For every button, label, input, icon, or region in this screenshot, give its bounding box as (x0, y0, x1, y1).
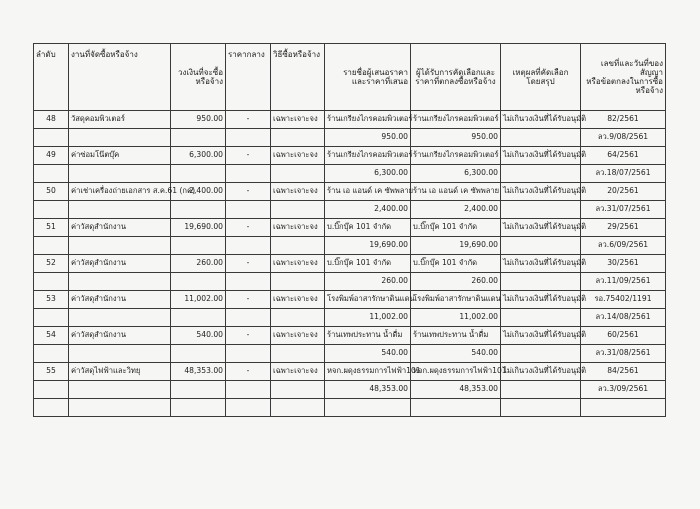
row-winner: ร้าน เอ แอนด์ เค ซัพพลาย (411, 183, 501, 201)
row-contract-date: ลว.18/07/2561 (581, 165, 666, 183)
header-reason-line2: โดยสรุป (526, 77, 555, 86)
row-bidder: ร้าน เอ แอนด์ เค ซัพพลาย (325, 183, 411, 201)
empty-cell (226, 165, 271, 183)
header-winner (411, 44, 501, 111)
row-median: - (226, 147, 271, 165)
header-reason-line1: เหตุผลที่คัดเลือก (512, 67, 569, 77)
row-method: เฉพาะเจาะจง (271, 147, 325, 165)
row-win-price: 48,353.00 (411, 381, 501, 399)
table-row (34, 219, 666, 237)
row-bidder: โรงพิมพ์อาสารักษาดินแดน (325, 291, 411, 309)
row-median: - (226, 255, 271, 273)
row-median: - (226, 327, 271, 345)
procurement-table (33, 43, 666, 417)
row-win-price: 11,002.00 (411, 309, 501, 327)
table-row (34, 183, 666, 201)
empty-cell (271, 399, 325, 417)
table-row (34, 147, 666, 165)
row-bid-price: 11,002.00 (325, 309, 411, 327)
empty-cell (171, 399, 226, 417)
header-no: ลำดับ (34, 44, 69, 111)
empty-cell (581, 399, 666, 417)
header-item: งานที่จัดซื้อหรือจ้าง (69, 44, 171, 111)
row-winner: ร้านเกรียงไกรคอมพิวเตอร์ (411, 147, 501, 165)
empty-cell (501, 165, 581, 183)
empty-cell (69, 201, 171, 219)
row-contract-date: ลว.14/08/2561 (581, 309, 666, 327)
row-winner: หจก.ผดุงธรรมการไฟฟ้า101 (411, 363, 501, 381)
table-row (34, 255, 666, 273)
row-bidder: บ.บิ๊กบุ๊ค 101 จำกัด (325, 255, 411, 273)
row-number: 51 (34, 219, 69, 237)
header-reason (501, 44, 581, 111)
header-bidders-line1: รายชื่อผู้เสนอราคา (343, 67, 408, 77)
empty-cell (271, 381, 325, 399)
header-bidders-line2: และราคาที่เสนอ (351, 77, 408, 86)
empty-cell (226, 129, 271, 147)
row-contract-no: 82/2561 (581, 111, 666, 129)
empty-cell (34, 129, 69, 147)
empty-cell (171, 309, 226, 327)
table-row-price (34, 273, 666, 291)
row-method: เฉพาะเจาะจง (271, 327, 325, 345)
header-row (34, 44, 666, 111)
header-winner-line1: ผู้ได้รับการคัดเลือกและ (415, 67, 496, 77)
row-number: 50 (34, 183, 69, 201)
table-row-price (34, 309, 666, 327)
row-bidder: ร้านเทพประทาน น้ำดื่ม (325, 327, 411, 345)
row-reason: ไม่เกินวงเงินที่ได้รับอนุมัติ (501, 255, 581, 273)
row-method: เฉพาะเจาะจง (271, 255, 325, 273)
row-bid-price: 19,690.00 (325, 237, 411, 255)
empty-cell (271, 273, 325, 291)
empty-cell (501, 201, 581, 219)
empty-cell (325, 399, 411, 417)
row-bid-price: 260.00 (325, 273, 411, 291)
row-item: ค่าวัสดุไฟฟ้าและวิทยุ (69, 363, 171, 381)
empty-cell (171, 129, 226, 147)
table-row-price (34, 165, 666, 183)
row-win-price: 19,690.00 (411, 237, 501, 255)
row-contract-no: 84/2561 (581, 363, 666, 381)
row-contract-no: 29/2561 (581, 219, 666, 237)
header-contract (581, 44, 666, 111)
empty-cell (69, 309, 171, 327)
row-winner: บ.บิ๊กบุ๊ค 101 จำกัด (411, 255, 501, 273)
empty-cell (226, 399, 271, 417)
row-reason: ไม่เกินวงเงินที่ได้รับอนุมัติ (501, 363, 581, 381)
empty-cell (34, 381, 69, 399)
empty-cell (501, 273, 581, 291)
row-number: 52 (34, 255, 69, 273)
row-budget: 19,690.00 (171, 219, 226, 237)
header-budget-line1: วงเงินที่จะซื้อ (178, 67, 223, 77)
empty-cell (34, 309, 69, 327)
row-bid-price: 6,300.00 (325, 165, 411, 183)
header-bidders (325, 44, 411, 111)
empty-cell (34, 237, 69, 255)
table-row (34, 111, 666, 129)
row-reason: ไม่เกินวงเงินที่ได้รับอนุมัติ (501, 327, 581, 345)
row-item: ค่าเช่าเครื่องถ่ายเอกสาร ส.ค.61 (กค) (69, 183, 171, 201)
header-median: ราคากลาง (226, 44, 271, 111)
row-budget: 48,353.00 (171, 363, 226, 381)
row-number: 49 (34, 147, 69, 165)
row-median: - (226, 363, 271, 381)
row-median: - (226, 291, 271, 309)
empty-cell (226, 237, 271, 255)
row-win-price: 2,400.00 (411, 201, 501, 219)
row-contract-date: ลว.6/09/2561 (581, 237, 666, 255)
empty-cell (226, 345, 271, 363)
empty-cell (69, 345, 171, 363)
row-bid-price: 2,400.00 (325, 201, 411, 219)
row-method: เฉพาะเจาะจง (271, 111, 325, 129)
table-body (34, 111, 666, 417)
row-win-price: 540.00 (411, 345, 501, 363)
header-method: วิธีซื้อหรือจ้าง (271, 44, 325, 111)
row-budget: 2,400.00 (171, 183, 226, 201)
row-budget: 11,002.00 (171, 291, 226, 309)
header-contract-line2: หรือข้อตกลงในการซื้อ (586, 77, 663, 86)
table-row-price (34, 381, 666, 399)
empty-cell (69, 381, 171, 399)
row-method: เฉพาะเจาะจง (271, 291, 325, 309)
empty-cell (69, 273, 171, 291)
empty-cell (69, 129, 171, 147)
empty-cell (226, 381, 271, 399)
row-method: เฉพาะเจาะจง (271, 219, 325, 237)
table-row-price (34, 237, 666, 255)
row-reason: ไม่เกินวงเงินที่ได้รับอนุมัติ (501, 147, 581, 165)
row-item: ค่าวัสดุสำนักงาน (69, 291, 171, 309)
header-winner-line2: ราคาที่ตกลงซื้อหรือจ้าง (415, 77, 496, 86)
empty-cell (34, 399, 69, 417)
empty-cell (69, 165, 171, 183)
empty-cell (226, 309, 271, 327)
empty-cell (34, 345, 69, 363)
row-contract-date: ลว.11/09/2561 (581, 273, 666, 291)
row-bidder: หจก.ผดุงธรรมการไฟฟ้า101 (325, 363, 411, 381)
row-contract-date: ลว.31/07/2561 (581, 201, 666, 219)
row-win-price: 260.00 (411, 273, 501, 291)
row-reason: ไม่เกินวงเงินที่ได้รับอนุมัติ (501, 111, 581, 129)
row-contract-date: ลว.31/08/2561 (581, 345, 666, 363)
row-bid-price: 540.00 (325, 345, 411, 363)
row-number: 48 (34, 111, 69, 129)
row-method: เฉพาะเจาะจง (271, 363, 325, 381)
row-number: 55 (34, 363, 69, 381)
empty-cell (171, 345, 226, 363)
empty-cell (411, 399, 501, 417)
row-bid-price: 48,353.00 (325, 381, 411, 399)
empty-cell (34, 165, 69, 183)
blank-row (34, 399, 666, 417)
row-budget: 950.00 (171, 111, 226, 129)
header-budget (171, 44, 226, 111)
row-item: ค่าวัสดุสำนักงาน (69, 219, 171, 237)
empty-cell (271, 129, 325, 147)
row-contract-date: ลว.3/09/2561 (581, 381, 666, 399)
row-winner: ร้านเกรียงไกรคอมพิวเตอร์ (411, 111, 501, 129)
table-row-price (34, 201, 666, 219)
row-contract-no: 30/2561 (581, 255, 666, 273)
empty-cell (171, 165, 226, 183)
row-item: ค่าซ่อมโน๊ตบุ๊ค (69, 147, 171, 165)
row-reason: ไม่เกินวงเงินที่ได้รับอนุมัติ (501, 219, 581, 237)
table-row (34, 291, 666, 309)
row-reason: ไม่เกินวงเงินที่ได้รับอนุมัติ (501, 291, 581, 309)
empty-cell (501, 345, 581, 363)
row-contract-no: รอ.75402/1191 (581, 291, 666, 309)
table-row (34, 363, 666, 381)
row-budget: 540.00 (171, 327, 226, 345)
row-number: 53 (34, 291, 69, 309)
row-bidder: ร้านเกรียงไกรคอมพิวเตอร์ (325, 147, 411, 165)
row-bidder: บ.บิ๊กบุ๊ค 101 จำกัด (325, 219, 411, 237)
empty-cell (171, 237, 226, 255)
empty-cell (226, 273, 271, 291)
row-median: - (226, 219, 271, 237)
empty-cell (501, 381, 581, 399)
empty-cell (271, 201, 325, 219)
empty-cell (69, 399, 171, 417)
row-winner: ร้านเทพประทาน น้ำดื่ม (411, 327, 501, 345)
row-contract-no: 64/2561 (581, 147, 666, 165)
row-item: ค่าวัสดุสำนักงาน (69, 327, 171, 345)
header-budget-line2: หรือจ้าง (195, 77, 223, 86)
empty-cell (501, 129, 581, 147)
row-bid-price: 950.00 (325, 129, 411, 147)
row-item: วัสดุคอมพิวเตอร์ (69, 111, 171, 129)
empty-cell (501, 237, 581, 255)
row-median: - (226, 183, 271, 201)
table-row-price (34, 129, 666, 147)
row-item: ค่าวัสดุสำนักงาน (69, 255, 171, 273)
row-contract-date: ลว.9/08/2561 (581, 129, 666, 147)
empty-cell (271, 165, 325, 183)
empty-cell (69, 237, 171, 255)
empty-cell (171, 381, 226, 399)
row-reason: ไม่เกินวงเงินที่ได้รับอนุมัติ (501, 183, 581, 201)
empty-cell (501, 309, 581, 327)
row-contract-no: 60/2561 (581, 327, 666, 345)
row-method: เฉพาะเจาะจง (271, 183, 325, 201)
empty-cell (34, 201, 69, 219)
row-budget: 260.00 (171, 255, 226, 273)
row-budget: 6,300.00 (171, 147, 226, 165)
header-contract-line3: หรือจ้าง (635, 86, 663, 96)
empty-cell (271, 309, 325, 327)
empty-cell (271, 345, 325, 363)
row-bidder: ร้านเกรียงไกรคอมพิวเตอร์ (325, 111, 411, 129)
table-row-price (34, 345, 666, 363)
row-winner: บ.บิ๊กบุ๊ค 101 จำกัด (411, 219, 501, 237)
empty-cell (501, 399, 581, 417)
empty-cell (226, 201, 271, 219)
header-contract-line1: เลขที่และวันที่ของสัญญา (600, 58, 663, 77)
empty-cell (34, 273, 69, 291)
row-winner: โรงพิมพ์อาสารักษาดินแดน (411, 291, 501, 309)
empty-cell (171, 273, 226, 291)
row-win-price: 950.00 (411, 129, 501, 147)
row-number: 54 (34, 327, 69, 345)
table-row (34, 327, 666, 345)
empty-cell (271, 237, 325, 255)
empty-cell (171, 201, 226, 219)
row-win-price: 6,300.00 (411, 165, 501, 183)
row-contract-no: 20/2561 (581, 183, 666, 201)
row-median: - (226, 111, 271, 129)
